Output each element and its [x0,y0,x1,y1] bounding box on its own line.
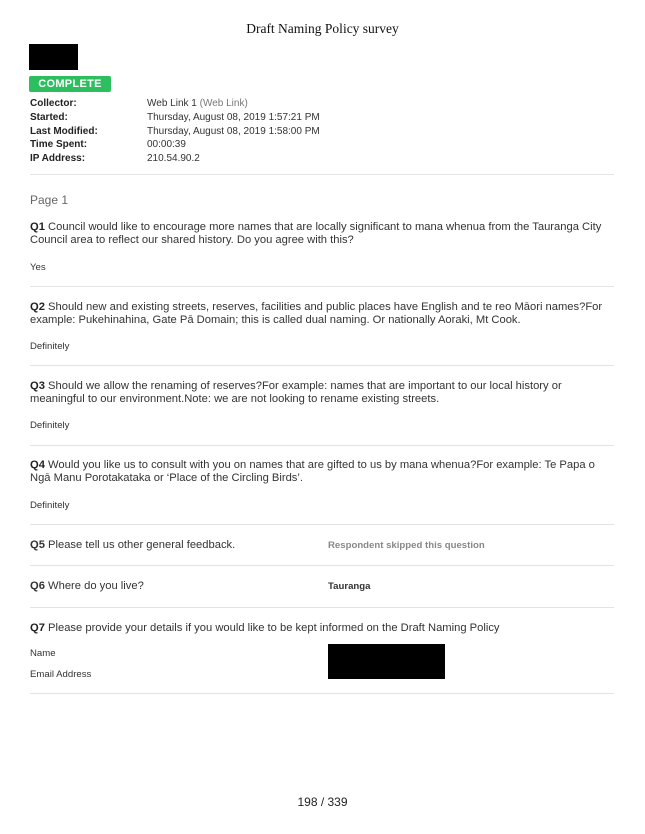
name-field-label: Name [30,648,56,659]
question-text: Should we allow the renaming of reserves?For example: names that are important to our local history or meaningful to our environment.Note: we are not looking to rename existing streets. [30,380,562,406]
ip-address-label: IP Address: [30,153,86,165]
answer-4: Definitely [30,500,70,511]
redacted-contact-details [328,644,445,679]
divider [30,365,614,366]
started-row [30,111,590,125]
divider [30,524,614,525]
answer-6: Tauranga [328,581,371,592]
divider [30,607,614,608]
email-field-label: Email Address [30,669,92,680]
divider [30,693,614,694]
question-7 [30,622,615,635]
question-3 [30,380,615,407]
question-text: Please tell us other general feedback. [44,539,236,551]
answer-2: Definitely [30,341,70,352]
question-number: Q3 [30,380,45,392]
last-modified-label: Last Modified: [30,125,98,137]
answer-3: Definitely [30,420,70,431]
question-text: Please provide your details if you would like to be kept informed on the Draft Naming Policy [44,622,500,634]
divider [30,565,614,566]
ip-address-value: 210.54.90.2 [147,153,200,165]
respondent-metadata [30,97,590,166]
question-number: Q4 [30,459,45,471]
time-spent-row [30,138,590,152]
page-number: 198 / 339 [297,795,348,809]
time-spent-label: Time Spent: [30,139,88,151]
page-label: Page 1 [30,193,69,207]
collector-value [147,97,248,111]
started-value: Thursday, August 08, 2019 1:57:21 PM [147,111,320,123]
question-number: Q5 [30,539,45,551]
question-1 [30,221,615,248]
skipped-answer-5: Respondent skipped this question [328,540,485,551]
question-number: Q2 [30,301,45,313]
question-4 [30,459,615,486]
divider [30,174,614,175]
question-text: Would you like us to consult with you on names that are gifted to us by mana whenua?For example: Te Papa o Ngā Manu Porotakataka or ‘Place of the Circling Birds’. [30,459,595,485]
last-modified-row [30,125,590,139]
last-modified-value: Thursday, August 08, 2019 1:58:00 PM [147,125,320,137]
collector-label: Collector: [30,98,77,109]
question-number: Q1 [30,221,45,233]
time-spent-value: 00:00:39 [147,139,186,151]
question-number: Q6 [30,580,45,592]
question-text: Council would like to encourage more names that are locally significant to mana whenua from the Tauranga City Council area to reflect our shared history. Do you agree with this? [30,221,602,247]
divider [30,445,614,446]
question-number: Q7 [30,622,45,634]
redacted-logo [29,44,78,70]
question-5 [30,539,235,551]
collector-row [30,97,590,111]
started-label: Started: [30,111,68,123]
collector-type: (Web Link) [196,98,248,109]
ip-address-row [30,152,590,166]
divider [30,286,614,287]
status-badge: COMPLETE [29,76,111,92]
answer-1: Yes [30,262,46,273]
document-title: Draft Naming Policy survey [246,21,399,36]
question-6 [30,580,144,592]
question-text: Where do you live? [44,580,144,592]
collector-name: Web Link 1 [147,98,197,109]
question-text: Should new and existing streets, reserves, facilities and public places have English and te reo Māori names?For example: Pukehinahina, Gate Pā Domain; this is called dual naming. Or nationally Aoraki, Mt Cook. [30,301,603,327]
question-2 [30,301,615,328]
